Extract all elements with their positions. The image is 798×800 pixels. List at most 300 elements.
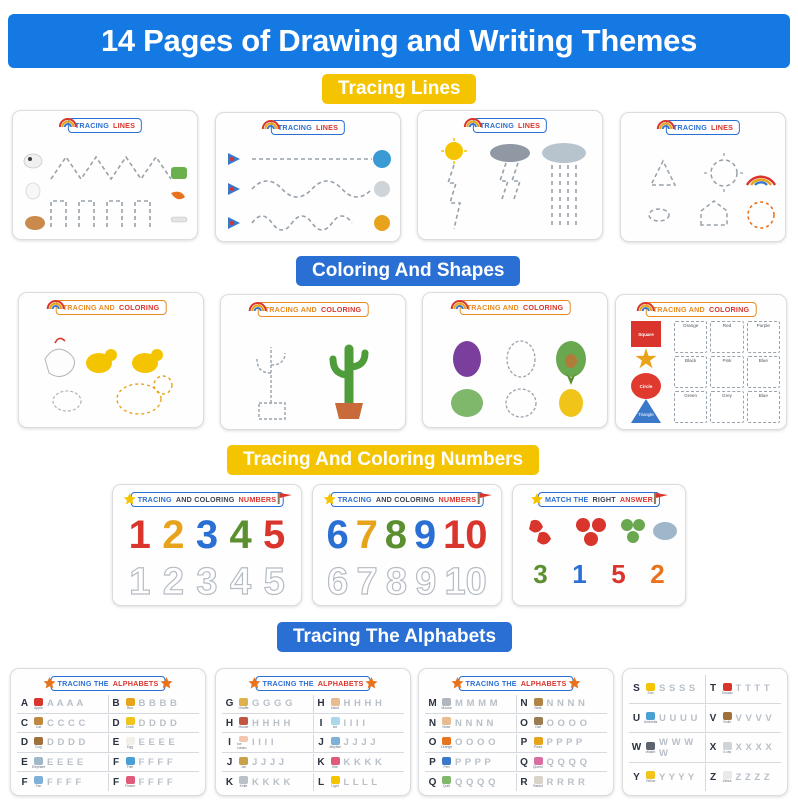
alphabet-cell <box>425 695 517 713</box>
alphabet-cell <box>222 695 314 713</box>
letter: Q <box>520 757 528 769</box>
alphabet-cell <box>17 754 109 772</box>
card-header-main: TRACING THE <box>262 679 314 688</box>
letter: S <box>633 683 640 695</box>
alphabet-cell <box>629 764 706 792</box>
star-icon <box>568 676 582 690</box>
letter: U <box>632 712 641 724</box>
section-label-text: Tracing And Coloring Numbers <box>243 449 524 470</box>
card-header-main: TRACING <box>277 123 312 132</box>
color-swatch <box>747 391 780 423</box>
word-label: Fish <box>126 764 134 769</box>
trace-letters: T T T T <box>735 683 771 695</box>
letter: F <box>112 757 120 769</box>
section-label-alphabets <box>277 622 512 652</box>
yellow-icon <box>644 770 657 784</box>
trace-letters: O O O O <box>455 737 496 749</box>
rabbit-icon <box>26 183 40 199</box>
trace-letters: K K K K <box>252 776 291 788</box>
giraffe-icon <box>237 697 250 711</box>
alphabet-cell <box>629 734 706 762</box>
trace-letters: E E E E <box>138 737 176 749</box>
star-icon <box>530 492 544 506</box>
word-label: Queen <box>532 764 544 769</box>
card-header-sub: COLORING <box>708 305 750 314</box>
house-icon <box>237 716 250 730</box>
tomato-icon <box>721 682 734 696</box>
word-label: Fan <box>35 784 42 789</box>
card-header-sub: NUMBERS <box>238 495 277 504</box>
alphabet-row <box>629 705 781 734</box>
number-solid: 7 <box>355 513 378 557</box>
letter: P <box>429 757 436 769</box>
mouse-icon <box>440 697 453 711</box>
number-ghost: 3 <box>196 561 218 603</box>
letter: H <box>225 717 234 729</box>
rainbow-icon <box>463 116 483 128</box>
alphabet-cell <box>425 715 517 733</box>
kite-icon <box>329 756 342 770</box>
shape-legend-column <box>622 321 670 423</box>
letter: R <box>520 776 528 788</box>
trace-letters: O O O O <box>546 717 588 729</box>
word-label: Nest <box>534 705 542 710</box>
word-label: Watch <box>645 749 656 754</box>
worksheet-card-tracing-lines-2 <box>215 112 401 242</box>
card-header-sub: LINES <box>112 121 136 130</box>
card-header-sub: NUMBERS <box>438 495 477 504</box>
rainbow-icon <box>450 298 470 310</box>
alphabet-cell <box>222 754 314 772</box>
color-swatch <box>710 356 743 388</box>
number-ghost: 6 <box>327 561 349 603</box>
card-header-mid: AND COLORING <box>175 495 235 504</box>
fan-icon <box>32 775 45 789</box>
bone-icon <box>171 217 187 222</box>
letter: E <box>21 757 28 769</box>
color-swatch <box>674 356 707 388</box>
worksheet-card-match-answer <box>512 484 686 606</box>
alphabet-row <box>629 764 781 792</box>
letter: Z <box>709 771 717 783</box>
color-label: Green <box>684 393 698 398</box>
alphabet-cell <box>706 734 782 762</box>
word-label: Sun <box>647 690 654 695</box>
alphabet-cell <box>425 754 517 772</box>
trace-letters: D D D D <box>47 737 86 749</box>
card-header <box>331 492 484 507</box>
worksheet-card-tracing-lines-4 <box>620 112 786 242</box>
worksheet-card-coloring-3 <box>422 292 608 428</box>
rainbow-icon <box>46 298 66 310</box>
letter: L <box>317 776 325 788</box>
color-swatch <box>747 321 780 353</box>
card-header-main: TRACING <box>337 495 372 504</box>
star-icon <box>42 676 56 690</box>
carrot-icon <box>171 192 185 200</box>
word-label: Cat <box>35 725 42 730</box>
trace-letters: C C C C <box>47 717 86 729</box>
trace-letters: M M M M <box>455 698 499 710</box>
color-label: Blue <box>758 393 768 398</box>
answer-number: 5 <box>611 559 626 589</box>
letter: N <box>520 698 528 710</box>
numbers-solid-row <box>123 515 291 555</box>
trace-letters: F F F F <box>47 776 82 788</box>
card-header-sub: LINES <box>517 121 541 130</box>
number-solid: 6 <box>326 513 349 557</box>
trace-letters: F F F F <box>138 757 174 769</box>
word-label: Flower <box>124 784 136 789</box>
star-icon <box>365 676 379 690</box>
zebra-icon <box>721 770 734 784</box>
word-label: Giraffe <box>238 705 249 710</box>
rain-cloud-icon <box>542 143 586 227</box>
alphabet-row <box>629 734 781 763</box>
letter: A <box>20 698 29 710</box>
trace-letters: N N N N <box>546 698 586 710</box>
number-solid: 8 <box>384 513 407 557</box>
word-label: Tomato <box>721 690 733 695</box>
grass-icon <box>171 167 187 179</box>
number-solid: 3 <box>195 513 219 557</box>
alphabet-cell <box>629 705 706 733</box>
nest-icon <box>532 697 545 711</box>
word-label: Bus <box>127 705 133 710</box>
alphabet-row <box>425 754 607 773</box>
alphabet-row <box>222 773 404 791</box>
word-label: Zebra <box>722 779 732 784</box>
letter: V <box>709 712 717 724</box>
word-label: Yellow <box>645 779 656 784</box>
card-header-main: TRACING AND <box>62 303 115 312</box>
card-header-main: TRACING <box>137 495 172 504</box>
trace-letters: W W W W <box>659 736 694 759</box>
alphabet-rows <box>222 695 404 791</box>
numbers-solid-row <box>323 515 491 555</box>
tracing-line-shapes <box>629 141 779 237</box>
word-label: Violin <box>722 720 732 725</box>
worksheet-card-numbers-1 <box>112 484 302 606</box>
rainbow-icon <box>261 118 281 130</box>
color-swatch <box>710 391 743 423</box>
worksheet-card-alphabets-2 <box>215 668 411 796</box>
alphabet-row <box>425 773 607 791</box>
letter: J <box>226 757 233 769</box>
match-answer-row <box>521 559 677 590</box>
letter: I <box>228 737 231 749</box>
trace-letters: E E E E <box>47 757 84 769</box>
alphabet-cell <box>17 715 109 733</box>
alphabet-cell <box>109 695 200 713</box>
card-header <box>666 120 740 135</box>
word-label: Kite <box>332 764 338 769</box>
trace-letters: L L L L <box>343 776 378 788</box>
trace-letters: F F F F <box>138 776 174 788</box>
card-header-main: TRACING AND <box>466 303 519 312</box>
trace-letters: Q Q Q Q <box>455 776 496 788</box>
section-label-tracing-lines <box>322 74 476 104</box>
alphabet-row <box>222 715 404 734</box>
numbers-trace-row <box>323 563 491 601</box>
potted-cactus-icon <box>335 403 363 419</box>
card-header <box>646 302 757 317</box>
alphabet-cell <box>629 675 706 703</box>
section-label-numbers <box>227 445 539 475</box>
house-icon <box>701 201 727 225</box>
alphabet-row <box>17 734 199 753</box>
cherries-icon <box>576 518 590 532</box>
word-label: Rabbit <box>533 784 543 789</box>
shape-label: Circle <box>639 383 653 389</box>
color-swatch <box>747 356 780 388</box>
card-header-sub: ANSWER <box>619 495 654 504</box>
alphabet-cell <box>517 754 608 772</box>
card-header-sub: COLORING <box>320 305 362 314</box>
card-header-sub: ALPHABETS <box>520 679 567 688</box>
fish-icon <box>124 756 137 770</box>
watch-icon <box>644 741 657 755</box>
number-solid: 10 <box>443 513 488 557</box>
section-label-text: Tracing Lines <box>338 78 461 99</box>
color-swatch-grid <box>674 321 780 423</box>
alphabet-cell <box>222 773 314 791</box>
trace-letters: Z Z Z Z <box>735 771 771 783</box>
alphabet-row <box>222 734 404 753</box>
flag-icon <box>653 492 669 505</box>
worksheet-card-shapes-colors <box>615 294 787 430</box>
letter: X <box>709 742 717 754</box>
section-label-text: Tracing The Alphabets <box>293 626 497 647</box>
trace-letters: Q Q Q Q <box>546 757 588 769</box>
coloring-figures <box>431 323 601 423</box>
alphabet-row <box>17 715 199 734</box>
card-header-mid: AND COLORING <box>375 495 435 504</box>
number-ghost: 9 <box>415 561 437 603</box>
rainbow-icon <box>248 300 268 312</box>
letter: D <box>20 737 29 749</box>
number-solid: 4 <box>229 513 252 557</box>
alphabet-row <box>17 773 199 791</box>
alphabet-cell <box>314 773 405 791</box>
trace-letters: V V V V <box>735 712 773 724</box>
card-header <box>258 302 369 317</box>
tracing-line-shapes <box>21 139 191 235</box>
coloring-figures <box>231 325 397 425</box>
cabbage-icon <box>451 389 483 417</box>
elephant-icon <box>653 522 677 540</box>
worksheet-card-coloring-1 <box>18 292 204 428</box>
section-label-text: Coloring And Shapes <box>312 260 505 281</box>
sun-icon <box>445 142 463 160</box>
chili-icon <box>529 520 543 533</box>
tracing-line-shapes <box>426 137 596 237</box>
card-header-main: TRACING AND <box>652 305 705 314</box>
worksheet-card-alphabets-4 <box>622 668 788 796</box>
card-header-main: MATCH THE <box>544 495 589 504</box>
trace-letters: H H H H <box>252 717 291 729</box>
trace-letters: K K K K <box>343 757 383 769</box>
color-swatch <box>674 321 707 353</box>
word-label: Elephant <box>31 764 46 769</box>
trace-letters: R R R R <box>546 776 586 788</box>
letter: Y <box>633 771 640 783</box>
worksheet-card-alphabets-3 <box>418 668 614 796</box>
alphabet-row <box>425 695 607 714</box>
letter: K <box>317 757 325 769</box>
letter: H <box>317 698 325 710</box>
alphabet-cell <box>517 715 608 733</box>
trace-letters: U U U U <box>659 712 698 724</box>
alphabet-cell <box>109 773 200 791</box>
word-label: X-ray <box>722 749 732 754</box>
rainbow-icon <box>656 118 676 130</box>
card-header-mid: RIGHT <box>592 495 616 504</box>
word-label: Jellyfish <box>328 744 342 749</box>
letter: F <box>21 776 28 788</box>
card-header <box>538 492 660 507</box>
numbers-trace-row <box>123 563 291 601</box>
number-ghost: 5 <box>263 561 285 603</box>
number-solid: 2 <box>162 513 185 557</box>
section-label-coloring-shapes <box>296 256 520 286</box>
quilt-icon <box>440 775 453 789</box>
card-header-main: TRACING AND <box>264 305 317 314</box>
word-label: House <box>238 725 249 730</box>
eggplant-icon <box>453 341 481 377</box>
card-header <box>460 300 571 315</box>
letter: T <box>709 683 717 695</box>
card-header <box>56 300 167 315</box>
number-ghost: 1 <box>129 561 151 603</box>
alphabet-row <box>17 754 199 773</box>
dog-icon <box>32 736 45 750</box>
alphabet-rows <box>629 675 781 791</box>
number-solid: 1 <box>128 513 151 557</box>
earth-icon <box>373 150 391 168</box>
dog-icon <box>25 216 45 230</box>
tree-icon <box>651 161 675 185</box>
card-header-sub: ALPHABETS <box>112 679 159 688</box>
alphabet-cell <box>109 715 200 733</box>
word-label: Duck <box>126 725 134 730</box>
letter: P <box>520 737 528 749</box>
alphabet-rows <box>425 695 607 791</box>
answer-number: 3 <box>533 559 548 589</box>
card-header-sub: COLORING <box>118 303 160 312</box>
knife-icon <box>237 775 250 789</box>
star-icon <box>123 492 137 506</box>
letter: I <box>319 717 323 729</box>
card-header <box>458 676 573 691</box>
trace-letters: G G G G <box>252 698 293 710</box>
moon-icon <box>374 181 390 197</box>
letter: Q <box>428 776 437 788</box>
headline-banner <box>8 14 790 68</box>
card-header-sub: LINES <box>710 123 734 132</box>
flower-icon <box>124 775 137 789</box>
color-label: Orange <box>683 323 699 328</box>
rainbow-icon <box>636 300 656 312</box>
alphabet-cell <box>222 734 314 752</box>
color-label: Grey <box>722 393 732 398</box>
word-label: Hand <box>330 705 340 710</box>
trace-letters: P P P P <box>546 737 583 749</box>
trace-letters: P P P P <box>455 757 492 769</box>
word-label: Egg <box>126 744 134 749</box>
color-swatch <box>674 391 707 423</box>
star-icon <box>160 676 174 690</box>
rabbit-icon <box>532 775 545 789</box>
word-label: Mouse <box>441 705 452 710</box>
letter: O <box>520 717 528 729</box>
alphabet-cell <box>517 734 608 752</box>
alphabet-rows <box>17 695 199 791</box>
shape-star: ★ <box>635 346 657 373</box>
letter: C <box>20 717 29 729</box>
flag-icon <box>476 492 492 505</box>
worksheet-card-tracing-lines-3 <box>417 110 603 240</box>
letter: F <box>112 776 120 788</box>
star-icon <box>323 492 337 506</box>
letter: N <box>428 717 437 729</box>
color-label: Pink <box>722 358 732 363</box>
card-header-sub: COLORING <box>522 303 564 312</box>
xray-icon <box>721 741 734 755</box>
alphabet-cell <box>109 754 200 772</box>
light-icon <box>329 775 342 789</box>
word-label: Umbrella <box>643 720 658 725</box>
card-header <box>255 676 370 691</box>
cat-icon <box>32 716 45 730</box>
trace-letters: J J J J <box>343 737 377 749</box>
number-ghost: 10 <box>444 561 487 603</box>
ice-icon <box>329 716 342 730</box>
number-ghost: 2 <box>162 561 184 603</box>
number-ghost: 7 <box>356 561 378 603</box>
alphabet-cell <box>17 773 109 791</box>
cow-icon <box>24 154 42 168</box>
card-header <box>68 118 142 133</box>
card-header-sub: ALPHABETS <box>317 679 364 688</box>
letter: W <box>631 742 642 754</box>
card-header-main: TRACING <box>672 123 707 132</box>
word-label: Pizza <box>533 744 543 749</box>
coloring-figures <box>27 323 197 423</box>
card-header-main: TRACING <box>479 121 514 130</box>
worksheet-card-alphabets-1 <box>10 668 206 796</box>
alphabet-cell <box>314 695 405 713</box>
color-label: Black <box>685 358 697 363</box>
flag-icon <box>276 492 292 505</box>
violin-icon <box>721 711 734 725</box>
alphabet-cell <box>706 764 782 792</box>
alphabet-row <box>425 715 607 734</box>
letter: O <box>428 737 437 749</box>
word-label: Dog <box>35 744 42 749</box>
alphabet-row <box>425 734 607 753</box>
trace-letters: S S S S <box>659 683 696 695</box>
card-header <box>50 676 165 691</box>
word-label: Ice <box>332 725 338 730</box>
shape-label: Square <box>638 331 654 337</box>
trace-letters: D D D D <box>138 717 178 729</box>
duck-icon <box>124 716 137 730</box>
alphabet-cell <box>17 734 109 752</box>
hen-icon <box>45 349 75 376</box>
word-label: Nose <box>442 725 451 730</box>
card-header <box>473 118 547 133</box>
